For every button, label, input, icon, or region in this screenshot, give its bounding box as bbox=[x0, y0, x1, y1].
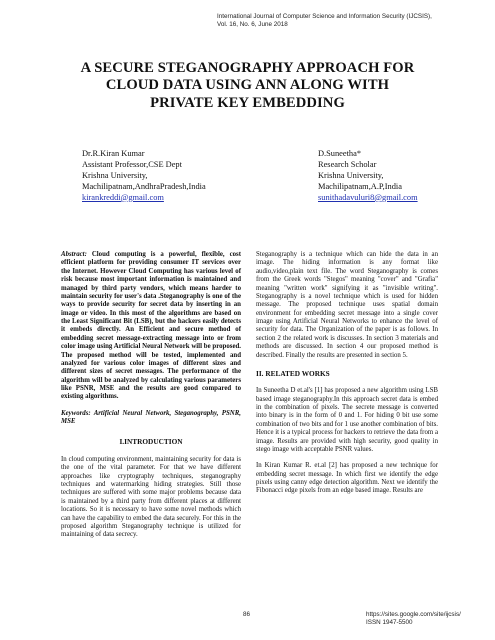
title-line-3: PRIVATE KEY EMBEDDING bbox=[150, 94, 345, 111]
author-email-link[interactable]: sunithadavuluri8@gmail.com bbox=[318, 192, 418, 202]
journal-line-2: Vol. 16, No. 6, June 2018 bbox=[217, 21, 288, 29]
author-location: Machilipatnam,A.P,India bbox=[318, 181, 402, 191]
keywords bbox=[61, 410, 241, 427]
author-name: D.Suneetha* bbox=[318, 149, 362, 158]
page-number: 86 bbox=[243, 611, 251, 618]
footer-issn: ISSN 1947-5500 bbox=[366, 619, 413, 626]
author-university: Krishna University, bbox=[82, 170, 148, 180]
left-column bbox=[61, 251, 241, 540]
keywords-text: Artificial Neural Network, Steganography, PSNR, MSE bbox=[61, 409, 241, 426]
section-heading-introduction: I.INTRODUCTION bbox=[119, 436, 183, 446]
body-paragraph: Steganography is a technique which can hide the data in an image. The hiding information is any format like audio,video,plain text file. The word Steganography is comes from the Greek words "Stegos" meaning "cover" and "Grafia" meaning "written work" signifying it as "invisible writing". Steganography is a novel technique which is used for hidden message. The proposed technique uses spatial domain environment for embedding secret message into a single cover image using Artificial Neural Networks to enhance the level of security for data. The Organization of the paper is as follows. In section 2 the related work is discusses. In section 3 materials and methods are discussed. In section 4 our proposed method is described. Finally the results are presented in section 5. bbox=[256, 251, 438, 359]
footer-info bbox=[366, 611, 461, 627]
abstract bbox=[61, 251, 241, 402]
intro-paragraph: In cloud computing environment, maintaining security for data is the one of the vital parameter. For that we have different approaches like cryptography techniques, steganography techniques and watermarking hiding strategies. Still those techniques are suffered with some major problems because data is maintained by a third party from different places at different locations. So it is necessary to have some novel methods which can have the capability to embed the data securely. For this in the proposed algorithm Steganography technique is utilized for maintaining of data secrecy. bbox=[61, 455, 241, 539]
related-work-paragraph: In Suneetha D et.al's [1] has proposed a new algorithm using LSB based image steganography.In this approach secret data is embed in the combination of pixels. The secrete message is converted into binary is in the form of 0 and 1. For hiding 0 bit use some combination of two bits and for 1 use another combination of bits. Hence it is a typical process for hackers to retrieve the data from a image. Results are provided with high security, good quality in stego image with acceptable PSNR values. bbox=[256, 387, 438, 453]
paper-title bbox=[40, 60, 455, 112]
keywords-label: Keywords: bbox=[61, 409, 91, 417]
author-role: Research Scholar bbox=[318, 159, 377, 169]
author-location: Machilipatnam,AndhraPradesh,India bbox=[82, 181, 206, 191]
title-line-1: A SECURE STEGANOGRAPHY APPROACH FOR bbox=[80, 60, 415, 76]
right-column bbox=[256, 251, 438, 496]
abstract-label: Abstract: bbox=[61, 251, 87, 258]
section-heading-related-works: II. RELATED WORKS bbox=[256, 368, 330, 378]
journal-header bbox=[217, 13, 432, 30]
author-block-1 bbox=[82, 149, 206, 204]
footer-url-link[interactable]: https://sites.google.com/site/ijcsis/ bbox=[366, 611, 461, 618]
author-block-2 bbox=[318, 149, 418, 204]
author-university: Krishna University, bbox=[318, 170, 384, 180]
author-name: Dr.R.Kiran Kumar bbox=[82, 149, 145, 158]
abstract-text: Cloud computing is a powerful, flexible, cost efficient platform for providing consumer IT services over the Internet. However Cloud Computing has various level of risk because most important information is maintained and managed by third party vendors, which means harder to maintain security for user's data .Steganography is one of the ways to provide security for secret data by inserting in an image or video. In this most of the algorithms are based on the Least Significant Bit (LSB), but the hackers easily detects it embeds directly. An Efficient and secure method of embedding secret message-extracting message into or from color image using Artificial Neural Network will be proposed. The proposed method will be tested, implemented and analyzed for various color images of different sizes and different sizes of secret messages. The performance of the algorithm will be analyzed by calculating various parameters like PSNR, MSE and the results are good compared to existing algorithms. bbox=[61, 251, 241, 401]
related-work-paragraph: In Kiran Kumar R. et.al [2] has proposed a new technique for embedding secret message. In which first we identify the edge pixels using canny edge detection algorithm. Next we identify the Fibonacci edge pixels from an edge based image. Results are bbox=[256, 462, 438, 495]
author-email-link[interactable]: kirankreddi@gmail.com bbox=[82, 192, 164, 202]
author-role: Assistant Professor,CSE Dept bbox=[82, 159, 182, 169]
title-line-2: CLOUD DATA USING ANN ALONG WITH bbox=[105, 77, 390, 94]
journal-line-1: International Journal of Computer Science and Information Security (IJCSIS), bbox=[217, 13, 432, 20]
